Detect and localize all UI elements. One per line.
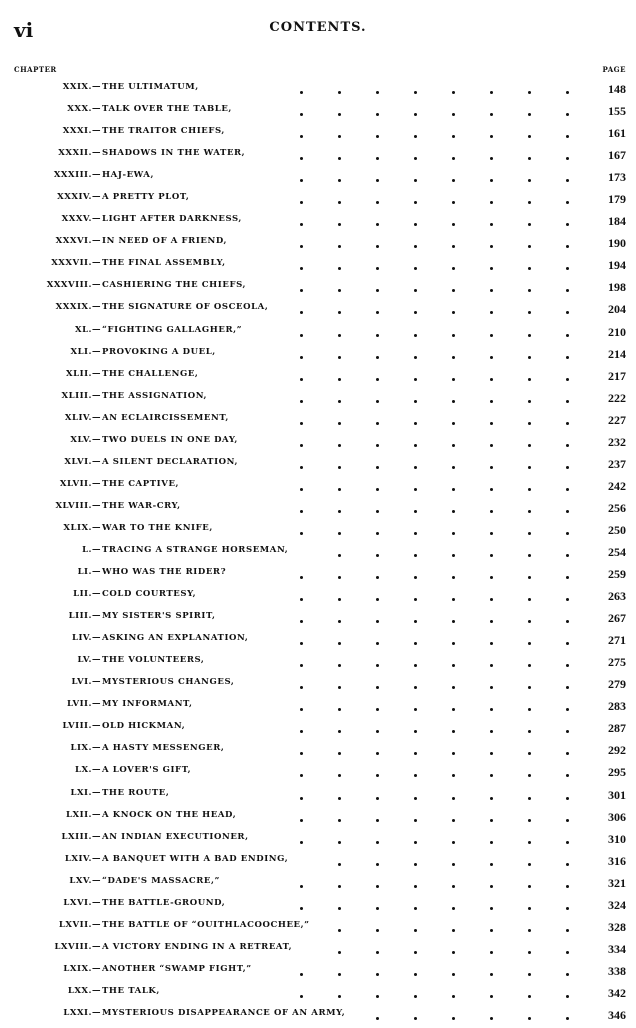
dot-leader [0,986,600,987]
dot-leader [0,721,600,722]
toc-entry [0,299,636,321]
dot-leader [0,699,600,700]
page-ref: 346 [608,1007,626,1022]
page-title: CONTENTS. [269,20,367,35]
dot-leader [0,236,600,237]
dot-leader [0,302,600,303]
dot-leader [0,810,600,811]
chapter-title: WAR TO THE KNIFE, [102,522,213,533]
page-ref: 161 [608,126,626,141]
page-ref: 310 [608,831,626,846]
dot-leader [0,391,600,392]
toc-entry [0,718,636,740]
chapter-number: LVI.— [71,677,101,688]
toc-entry [0,366,636,388]
toc-entry [0,498,636,520]
chapter-title: ASKING AN EXPLANATION, [102,633,249,644]
page-ref: 259 [608,567,626,582]
dot-leader [0,788,600,789]
dot-leader [0,567,600,568]
chapter-number: LXVI.— [63,897,101,908]
toc-entry [0,564,636,586]
toc-entry [0,652,636,674]
chapter-title: A BANQUET WITH A BAD ENDING, [102,853,289,864]
toc-entry [0,79,636,101]
toc-entry [0,322,636,344]
toc-entry [0,939,636,961]
toc-entry [0,145,636,167]
page-ref: 279 [608,677,626,692]
chapter-number: XXX.— [67,104,101,115]
page-ref: 283 [608,699,626,714]
chapter-number: XLIII.— [61,390,101,401]
page-ref: 194 [608,258,626,273]
chapter-number: LX.— [74,765,101,776]
dot-leader [0,743,600,744]
chapter-number: LVIII.— [62,721,101,732]
chapter-number: XXXVIII.— [46,280,101,291]
chapter-title: THE ULTIMATUM, [102,82,199,92]
chapter-title: “FIGHTING GALLAGHER,” [102,324,243,335]
dot-leader [0,854,600,855]
page-ref: 254 [608,544,626,559]
dot-leader [0,214,600,215]
toc-entry [0,740,636,762]
dot-leader [0,82,600,83]
chapter-title: THE TALK, [102,985,160,996]
toc-entry [0,255,636,277]
chapter-number: LV.— [77,655,101,666]
toc-entry [0,895,636,917]
chapter-number: XXXIV.— [57,192,101,203]
toc-entry [0,432,636,454]
chapter-title: MYSTERIOUS DISAPPEARANCE OF AN ARMY, [102,1007,346,1018]
dot-leader [0,655,600,656]
chapter-title: MY SISTER'S SPIRIT, [102,611,216,622]
chapter-number: XLIX.— [63,522,101,533]
page-ref: 275 [608,655,626,670]
toc-entry [0,630,636,652]
chapter-number: L.— [82,544,101,555]
dot-leader [0,126,600,127]
page-ref: 342 [608,985,626,1000]
chapter-number: XXXV.— [61,214,101,225]
page-ref: 222 [608,390,626,405]
toc-entry [0,211,636,233]
dot-leader [0,920,600,921]
chapter-title: THE WAR-CRY, [102,500,181,511]
toc-entry [0,829,636,851]
page-number: vi [14,18,34,42]
page-ref: 167 [608,148,626,163]
page-ref: 338 [608,963,626,978]
chapter-number: XLVII.— [59,478,101,489]
chapter-number: XXXIX.— [55,302,101,313]
toc-entry [0,454,636,476]
dot-leader [0,501,600,502]
chapter-title: THE VOLUNTEERS, [102,655,205,666]
page-ref: 287 [608,721,626,736]
chapter-number: XXIX.— [62,82,101,92]
toc-entry [0,785,636,807]
chapter-title: A SILENT DECLARATION, [102,456,239,467]
dot-leader [0,677,600,678]
chapter-title: A LOVER'S GIFT, [102,765,192,776]
page-ref: 210 [608,324,626,339]
chapter-number: LVII.— [67,699,101,710]
chapter-number: XLII.— [66,368,101,379]
dot-leader [0,369,600,370]
chapter-title: THE CAPTIVE, [102,478,180,489]
chapter-title: ANOTHER “SWAMP FIGHT,” [102,963,252,974]
chapter-title: THE CHALLENGE, [102,368,199,379]
toc-entry [0,277,636,299]
page-ref: 227 [608,412,626,427]
chapter-title: CASHIERING THE CHIEFS, [102,280,247,291]
page-ref: 237 [608,456,626,471]
chapter-title: MYSTERIOUS CHANGES, [102,677,235,688]
toc-entry [0,101,636,123]
chapter-number: XXXII.— [58,148,101,159]
chapter-number: LXXI.— [63,1007,101,1018]
chapter-number: XXXVII.— [51,258,101,269]
dot-leader [0,1008,600,1009]
dot-leader [0,523,600,524]
chapter-title: TWO DUELS IN ONE DAY, [102,434,238,445]
chapter-number: LXIII.— [61,831,101,842]
page-ref: 184 [608,214,626,229]
chapter-number: LXIV.— [64,853,101,864]
chapter-number: XXXIII.— [53,170,101,181]
dot-leader [0,633,600,634]
page-ref: 328 [608,919,626,934]
dot-leader [0,325,600,326]
chapter-number: LXII.— [66,809,101,820]
page-ref: 148 [608,82,626,96]
toc-entry [0,851,636,873]
toc-entry [0,983,636,1005]
page-ref: 217 [608,368,626,383]
toc-entry [0,917,636,939]
page-ref: 242 [608,478,626,493]
chapter-number: LI.— [77,567,101,578]
chapter-title: THE TRAITOR CHIEFS, [102,126,225,137]
page-ref: 271 [608,633,626,648]
page-ref: 250 [608,522,626,537]
page-ref: 267 [608,611,626,626]
dot-leader [0,479,600,480]
page-ref: 295 [608,765,626,780]
dot-leader [0,765,600,766]
chapter-number: LXVII.— [58,919,101,930]
chapter-title: THE ROUTE, [102,787,170,798]
chapter-title: MY INFORMANT, [102,699,193,710]
dot-leader [0,942,600,943]
dot-leader [0,611,600,612]
chapter-title: THE SIGNATURE OF OSCEOLA, [102,302,269,313]
page-ref: 214 [608,346,626,361]
chapter-title: LIGHT AFTER DARKNESS, [102,214,242,225]
chapter-title: PROVOKING A DUEL, [102,346,216,357]
chapter-number: XLI.— [70,346,101,357]
dot-leader [0,104,600,105]
dot-leader [0,876,600,877]
dot-leader [0,170,600,171]
page-ref: 256 [608,500,626,515]
chapter-title: A VICTORY ENDING IN A RETREAT, [102,941,293,952]
chapter-number: XXXVI.— [55,236,101,247]
chapter-number: LXI.— [70,787,101,798]
page-ref: 179 [608,192,626,207]
dot-leader [0,258,600,259]
chapter-title: TALK OVER THE TABLE, [102,104,232,115]
chapter-number: LXX.— [67,985,101,996]
dot-leader [0,545,600,546]
chapter-number: XLVI.— [64,456,101,467]
toc-entry [0,410,636,432]
table-of-contents [0,79,636,1027]
page-ref: 334 [608,941,626,956]
page-ref: 292 [608,743,626,758]
toc-entry [0,608,636,630]
chapter-title: TRACING A STRANGE HORSEMAN, [102,544,289,555]
chapter-number: XXXI.— [62,126,101,137]
chapter-number: XL.— [74,324,101,335]
chapter-number: LIX.— [70,743,101,754]
page-ref: 173 [608,170,626,185]
chapter-title: THE ASSIGNATION, [102,390,208,401]
toc-entry [0,807,636,829]
chapter-title: OLD HICKMAN, [102,721,186,732]
dot-leader [0,898,600,899]
page-ref: 321 [608,875,626,890]
dot-leader [0,192,600,193]
toc-entry [0,344,636,366]
chapter-title: IN NEED OF A FRIEND, [102,236,228,247]
toc-entry [0,586,636,608]
dot-leader [0,964,600,965]
dot-leader [0,457,600,458]
chapter-number: LXIX.— [63,963,101,974]
toc-entry [0,873,636,895]
chapter-title: THE FINAL ASSEMBLY, [102,258,226,269]
chapter-title: HAJ-EWA, [102,170,155,181]
chapter-number: LXV.— [69,875,101,886]
chapter-number: LIV.— [71,633,101,644]
dot-leader [0,413,600,414]
chapter-title: AN ECLAIRCISSEMENT, [102,412,229,423]
toc-entry [0,123,636,145]
toc-entry [0,961,636,983]
page-ref: 198 [608,280,626,295]
chapter-number: LII.— [73,589,101,600]
chapter-title: AN INDIAN EXECUTIONER, [102,831,249,842]
dot-leader [0,435,600,436]
toc-entry [0,542,636,564]
chapter-number: LIII.— [68,611,101,622]
toc-entry [0,762,636,784]
page-column-label: PAGE [602,65,626,74]
chapter-number: XLVIII.— [55,500,101,511]
page-ref: 204 [608,302,626,317]
page-ref: 306 [608,809,626,824]
chapter-title: WHO WAS THE RIDER? [102,567,227,578]
chapter-title: A PRETTY PLOT, [102,192,190,203]
page-ref: 301 [608,787,626,802]
chapter-number: XLIV.— [64,412,101,423]
toc-entry [0,189,636,211]
toc-entry [0,674,636,696]
toc-entry [0,233,636,255]
chapter-title: A KNOCK ON THE HEAD, [102,809,237,820]
toc-entry [0,696,636,718]
dot-leader [0,280,600,281]
toc-entry [0,167,636,189]
chapter-title: SHADOWS IN THE WATER, [102,148,246,159]
toc-entry [0,388,636,410]
dot-leader [0,832,600,833]
chapter-title: THE BATTLE OF “OUITHLACOOCHEE,” [102,919,310,930]
chapter-title: COLD COURTESY, [102,589,197,600]
chapter-number: LXVIII.— [54,941,101,952]
chapter-title: THE BATTLE-GROUND, [102,897,226,908]
page-ref: 190 [608,236,626,251]
page-ref: 263 [608,589,626,604]
toc-entry [0,1005,636,1027]
dot-leader [0,347,600,348]
page-ref: 232 [608,434,626,449]
page-ref: 316 [608,853,626,868]
chapter-column-label: CHAPTER [14,65,57,74]
page-ref: 324 [608,897,626,912]
toc-entry [0,520,636,542]
page-ref: 155 [608,104,626,119]
toc-entry [0,476,636,498]
dot-leader [0,148,600,149]
dot-leader [0,589,600,590]
chapter-title: A HASTY MESSENGER, [102,743,225,754]
chapter-number: XLV.— [70,434,101,445]
chapter-title: “DADE'S MASSACRE,” [102,875,221,886]
